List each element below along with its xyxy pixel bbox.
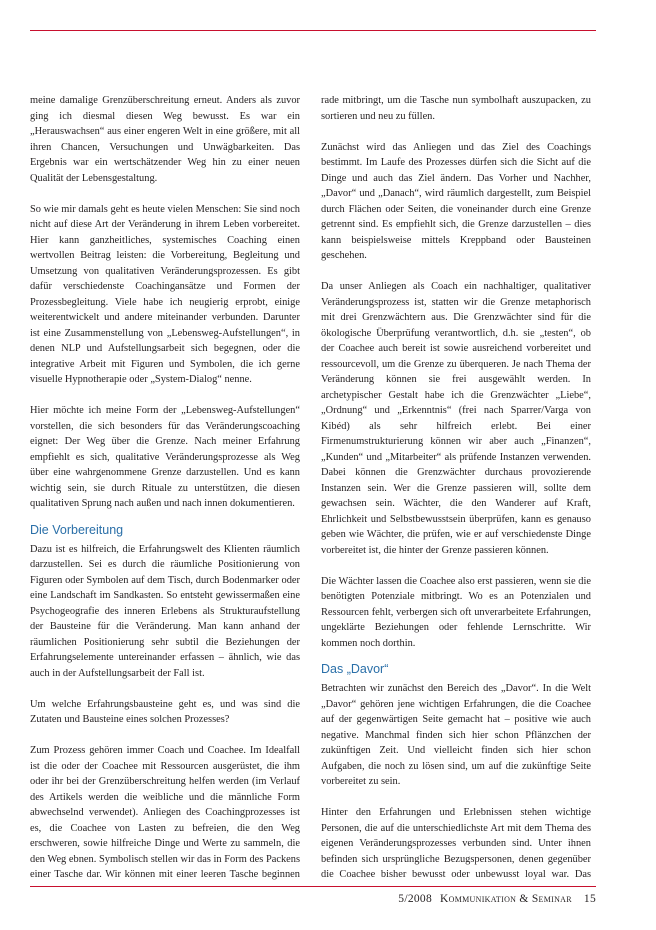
paragraph: Dazu ist es hilfreich, die Erfahrungswelt des Klienten räumlich darzustellen. Sei es durch die räumliche Positionierung von Figuren oder Symbolen auf dem Tisch, durch Bodenmarker oder eine Landschaft im Sandkasten. So entsteht gewissermaßen eine Psychogeografie des inneren Erlebens als Strukturaufstellung der Bausteine für die Veränderung. Man kann anhand der räumlichen Positionierung sehr subtil die Beziehungen der Erfahrungselemente untereinander erfassen – ähnlich, wie das auch in der Aufstellungsarbeit der Fall ist. [30,543,300,679]
section-heading-davor: Das „Davor“ [321,662,389,676]
issue-number: 5/2008 [398,893,433,905]
paragraph: Hier möchte ich meine Form der „Lebensweg-Aufstellungen“ vorstellen, die sich besonders für das Veränderungscoaching eignet: Der Weg über die Grenze. Nach meiner Erfahrung empfiehlt es sich, qualitative Veränderungsprozesse als Weg über eine wahrgenommene Grenze darzustellen. Und es kann wichtig sein, sie durch Rituale zu unterstützen, die diesen qualitativen Sprung nach außen und nach innen dokumentieren. [30,405,300,509]
page-footer [398,893,596,905]
paragraph: rade mitbringt, um die Tasche nun symbolhaft auszupacken, zu sortieren und neu zu füllen. [321,95,591,122]
paragraph: Zum Prozess gehören immer Coach und Coachee. Im Idealfall ist die oder der Coachee mit Ressourcen ausgerüstet, die ihm oder ihr bei der Grenzüberschreitung helfen werden (im Verlauf des Artikels werden die weibliche und die männliche Form abwechselnd verwendet). Anliegen des Coachingprozesses ist es, die Coachee von Lasten zu befreien, die den Weg erschweren, sowie hilfreiche Dinge und Werte zu sammeln, die den Weg ebnen. Symbolisch stellen wir das in Form des Packens einer Tasche dar. Wir können mit einer leeren Tasche beginnen [30,745,300,880]
paragraph: Betrachten wir zunächst den Bereich des „Davor“. In die Welt „Davor“ gehören jene wichtigen Erfahrungen, die die Coachee auf der gegenwärtigen Seite gemacht hat – positive wie auch negative. Manchmal finden sich hier schon Pflänzchen der zukünftigen Zeit. Und vielleicht finden sich hier schon Aufgaben, die noch zu lösen sind, um auf die zukünftige Seite vorbereitet zu sein. [321,683,591,787]
paragraph: Um welche Erfahrungsbausteine geht es, und was sind die Zutaten und Bausteine eines solchen Prozesses? [30,698,300,725]
paragraph: Da unser Anliegen als Coach ein nachhaltiger, qualitativer Veränderungsprozess ist, statten wir die Grenze metaphorisch mit drei Grenzwächtern aus. Die Grenzwächter sind für die ökologische Überprüfung verantwortlich, d.h. sie „testen“, ob der Coachee auch bereit ist sowie ausreichend vorbereitet und ressourcevoll, um die Grenze zu überqueren. Je nach Thema der Veränderung können sie frei ausgewählt werden. In archetypischer Gestalt habe ich die Grenzwächter „Liebe“, „Ordnung“ und „Erkenntnis“ (frei nach Sparrer/Varga von Kibéd) als sehr hilfreich erlebt. Bei einer Firmenumstrukturierung können wir aber auch „Finanzen“, „Kunden“ und „Mitarbeiter“ als prüfende Instanzen verwenden. Dabei können die Grenzwächter durchaus provozierende Instanzen sein. Wer die Grenze passieren will, sollte dem gewachsen sein. Wächter, die den Wanderer auf Kraft, Ehrlichkeit und Selbstbewusstsein überprüfen, kann es genauso geben wie Wächter, die prüfen, wie er auf verschiedenste Dinge vorbereitet ist, die hinter der Grenze passieren können. [321,281,591,556]
paragraph: Hinter den Erfahrungen und Erlebnissen stehen wichtige Personen, die auf die unterschiedlichste Art mit dem Thema des eigenen Veränderungsprozesses verbunden sind. Unter ihnen befinden sich ursprüngliche Bezugspersonen, denen gegenüber die Coachee bisher bewusst oder unbewusst loyal war. Das [321,807,591,880]
section-heading-vorbereitung: Die Vorbereitung [30,522,124,537]
publication-name: Kommunikation & Seminar [440,893,572,905]
top-rule [30,30,596,31]
paragraph: So wie mir damals geht es heute vielen Menschen: Sie sind noch nicht auf diese Art der Veränderung in ihrem Leben vorbereitet. Hier kann ganzheitliches, systemisches Coaching einen wertvollen Beitrag leisten: die Vorbereitung, Begleitung und Umsetzung von qualitativen Veränderungsprozessen. Es gibt dafür verschiedenste Coachingansätze und Formen der Prozessbegleitung. Viele habe ich neugierig erprobt, einige weiterentwickelt und andere miteinander verbunden. Darunter ist eine Zusammenstellung von „Lebensweg-Aufstellungen“, in denen NLP und Aufstellungsarbeit sich begegnen, oder die integrative Arbeit mit Figuren und Symbolen, die ich gerne visuelle Hypnotherapie oder „System-Dialog“ nenne. [30,203,300,385]
left-column [30,93,300,883]
page-number: 15 [583,893,596,905]
bottom-rule [30,886,596,887]
paragraph: Zunächst wird das Anliegen und das Ziel des Coachings bestimmt. Im Laufe des Prozesses dürfen sich die Sicht auf die Dinge und auch das Ziel ändern. Das Vorher und Nachher, „Davor“ und „Danach“, wird räumlich dargestellt, zum Beispiel durch Flächen oder Seiten, die voneinander durch eine Grenze getrennt sind. Es empfiehlt sich, die Grenze darzustellen – dies kann beispielsweise mittels Kreppband oder Bausteinen geschehen. [321,141,591,261]
paragraph: meine damalige Grenzüberschreitung erneut. Anders als zuvor ging ich diesmal diesen Weg bewusst. Es war ein „Herauswachsen“ aus einer engeren Welt in eine größere, mit all ihren Chancen, Versuchungen und Unwägbarkeiten. Das Ergebnis war ein wertschätzender Weg hin zu einer neuen Qualität der Lebensgestaltung. [30,95,300,184]
paragraph: Die Wächter lassen die Coachee also erst passieren, wenn sie die benötigten Potenziale mitbringt. Wo es an Potenzialen und Ressourcen fehlt, verbergen sich oft unverarbeitete Erfahrungen, ungeklärte Beziehungen oder fehlende Lernschritte. Wir kommen noch dorthin. [321,575,591,649]
right-column [321,93,591,883]
